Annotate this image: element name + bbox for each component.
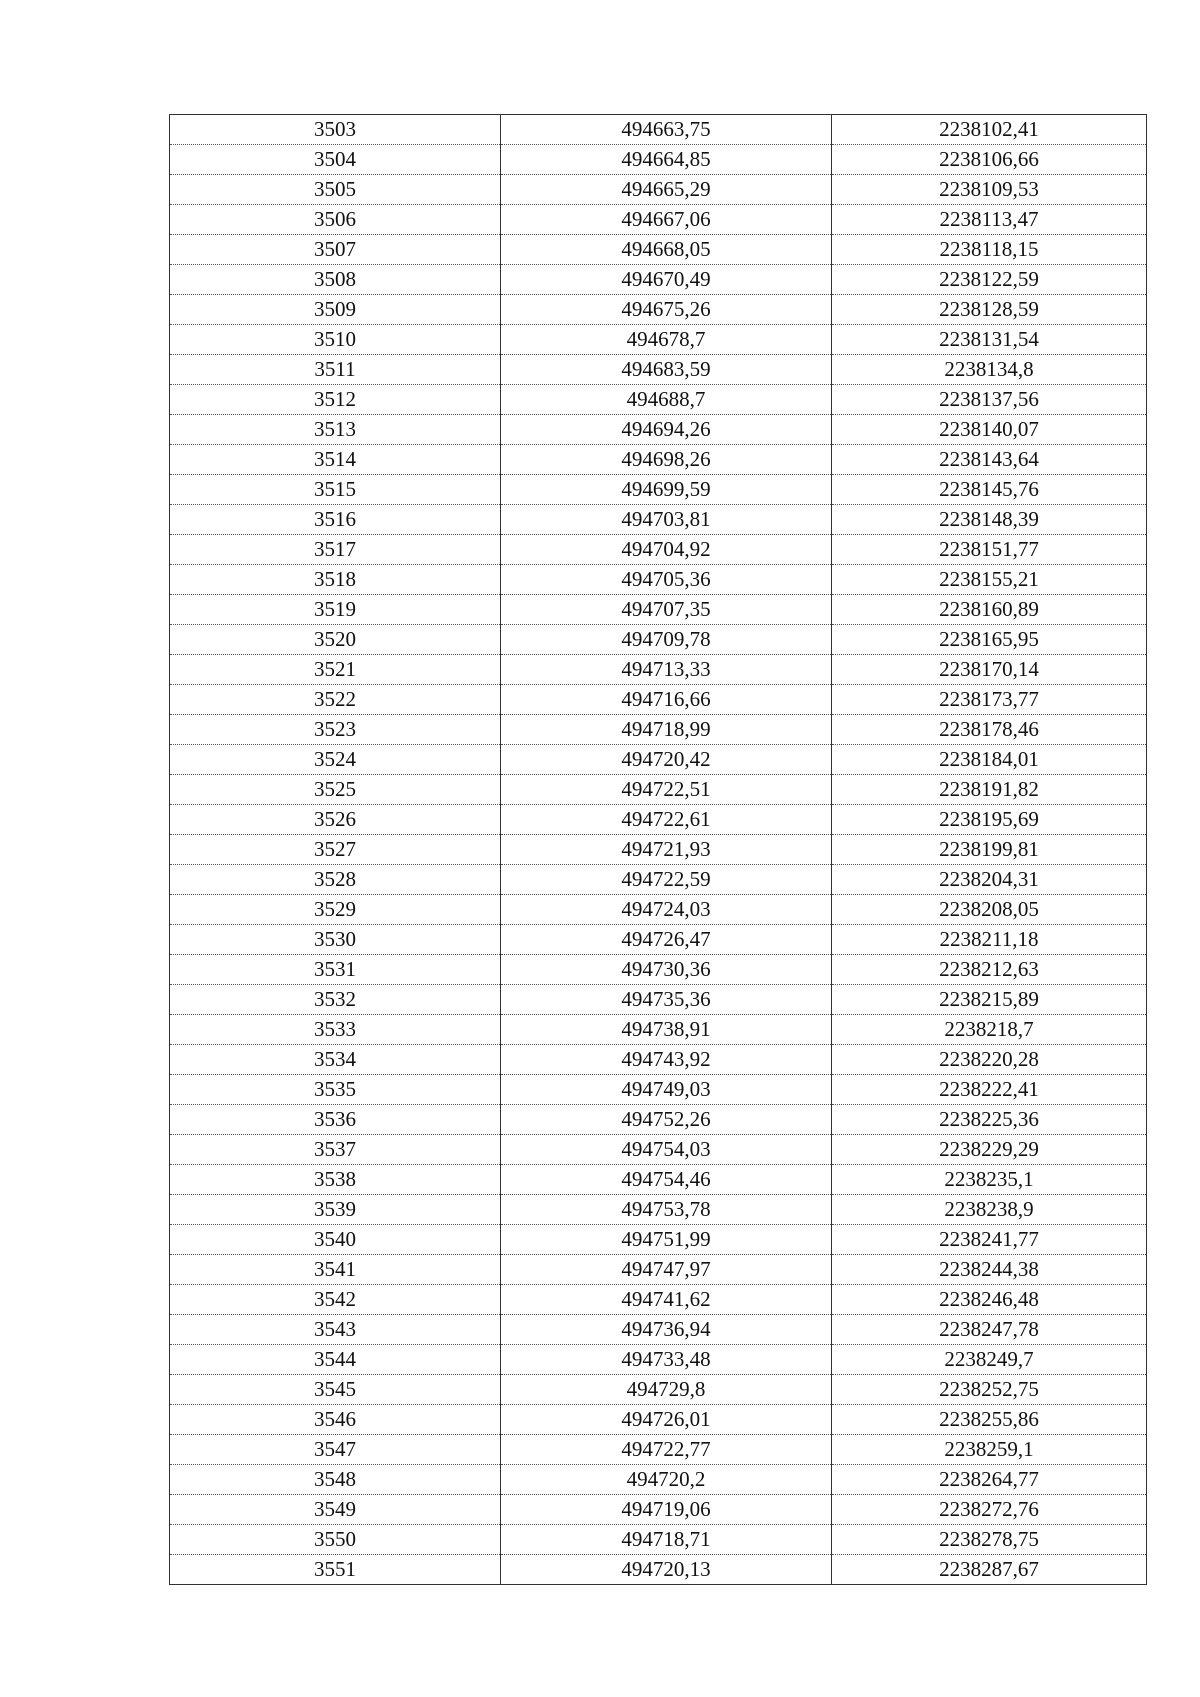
x-coordinate-cell: 494705,36 [501,565,832,595]
x-coordinate-cell: 494668,05 [501,235,832,265]
y-coordinate-cell: 2238118,15 [832,235,1147,265]
point-number-cell: 3503 [170,115,501,145]
y-coordinate-cell: 2238238,9 [832,1195,1147,1225]
x-coordinate-cell: 494720,42 [501,745,832,775]
table-row [170,205,1147,235]
y-coordinate-cell: 2238278,75 [832,1525,1147,1555]
point-number-cell: 3516 [170,505,501,535]
x-coordinate-cell: 494754,46 [501,1165,832,1195]
table-row [170,895,1147,925]
x-coordinate-cell: 494735,36 [501,985,832,1015]
table-row [170,1045,1147,1075]
x-coordinate-cell: 494721,93 [501,835,832,865]
point-number-cell: 3531 [170,955,501,985]
x-coordinate-cell: 494752,26 [501,1105,832,1135]
y-coordinate-cell: 2238204,31 [832,865,1147,895]
y-coordinate-cell: 2238128,59 [832,295,1147,325]
point-number-cell: 3540 [170,1225,501,1255]
x-coordinate-cell: 494675,26 [501,295,832,325]
y-coordinate-cell: 2238218,7 [832,1015,1147,1045]
x-coordinate-cell: 494670,49 [501,265,832,295]
table-row [170,1195,1147,1225]
y-coordinate-cell: 2238252,75 [832,1375,1147,1405]
table-row [170,685,1147,715]
x-coordinate-cell: 494667,06 [501,205,832,235]
y-coordinate-cell: 2238173,77 [832,685,1147,715]
y-coordinate-cell: 2238155,21 [832,565,1147,595]
y-coordinate-cell: 2238259,1 [832,1435,1147,1465]
y-coordinate-cell: 2238178,46 [832,715,1147,745]
table-row [170,1465,1147,1495]
x-coordinate-cell: 494753,78 [501,1195,832,1225]
x-coordinate-cell: 494729,8 [501,1375,832,1405]
y-coordinate-cell: 2238160,89 [832,595,1147,625]
y-coordinate-cell: 2238220,28 [832,1045,1147,1075]
y-coordinate-cell: 2238208,05 [832,895,1147,925]
point-number-cell: 3528 [170,865,501,895]
point-number-cell: 3538 [170,1165,501,1195]
point-number-cell: 3535 [170,1075,501,1105]
coordinates-table-body [170,115,1147,1585]
y-coordinate-cell: 2238241,77 [832,1225,1147,1255]
table-row [170,1165,1147,1195]
table-row [170,445,1147,475]
x-coordinate-cell: 494722,77 [501,1435,832,1465]
table-row [170,265,1147,295]
y-coordinate-cell: 2238225,36 [832,1105,1147,1135]
x-coordinate-cell: 494665,29 [501,175,832,205]
x-coordinate-cell: 494713,33 [501,655,832,685]
table-row [170,865,1147,895]
point-number-cell: 3548 [170,1465,501,1495]
y-coordinate-cell: 2238215,89 [832,985,1147,1015]
y-coordinate-cell: 2238255,86 [832,1405,1147,1435]
x-coordinate-cell: 494719,06 [501,1495,832,1525]
x-coordinate-cell: 494722,61 [501,805,832,835]
y-coordinate-cell: 2238148,39 [832,505,1147,535]
y-coordinate-cell: 2238170,14 [832,655,1147,685]
table-row [170,1105,1147,1135]
table-row [170,235,1147,265]
point-number-cell: 3546 [170,1405,501,1435]
y-coordinate-cell: 2238134,8 [832,355,1147,385]
y-coordinate-cell: 2238113,47 [832,205,1147,235]
point-number-cell: 3523 [170,715,501,745]
point-number-cell: 3513 [170,415,501,445]
point-number-cell: 3530 [170,925,501,955]
y-coordinate-cell: 2238199,81 [832,835,1147,865]
table-row [170,775,1147,805]
point-number-cell: 3526 [170,805,501,835]
table-row [170,295,1147,325]
x-coordinate-cell: 494724,03 [501,895,832,925]
point-number-cell: 3510 [170,325,501,355]
point-number-cell: 3532 [170,985,501,1015]
x-coordinate-cell: 494720,2 [501,1465,832,1495]
x-coordinate-cell: 494722,51 [501,775,832,805]
y-coordinate-cell: 2238191,82 [832,775,1147,805]
point-number-cell: 3521 [170,655,501,685]
y-coordinate-cell: 2238102,41 [832,115,1147,145]
table-row [170,355,1147,385]
y-coordinate-cell: 2238222,41 [832,1075,1147,1105]
y-coordinate-cell: 2238195,69 [832,805,1147,835]
point-number-cell: 3506 [170,205,501,235]
point-number-cell: 3545 [170,1375,501,1405]
x-coordinate-cell: 494736,94 [501,1315,832,1345]
point-number-cell: 3522 [170,685,501,715]
point-number-cell: 3541 [170,1255,501,1285]
table-row [170,1345,1147,1375]
table-row [170,475,1147,505]
point-number-cell: 3544 [170,1345,501,1375]
table-row [170,1315,1147,1345]
point-number-cell: 3512 [170,385,501,415]
x-coordinate-cell: 494743,92 [501,1045,832,1075]
y-coordinate-cell: 2238287,67 [832,1555,1147,1585]
y-coordinate-cell: 2238106,66 [832,145,1147,175]
point-number-cell: 3542 [170,1285,501,1315]
x-coordinate-cell: 494751,99 [501,1225,832,1255]
point-number-cell: 3539 [170,1195,501,1225]
point-number-cell: 3511 [170,355,501,385]
x-coordinate-cell: 494720,13 [501,1555,832,1585]
table-row [170,175,1147,205]
x-coordinate-cell: 494688,7 [501,385,832,415]
table-row [170,1285,1147,1315]
table-row [170,655,1147,685]
table-row [170,985,1147,1015]
point-number-cell: 3550 [170,1525,501,1555]
table-row [170,955,1147,985]
table-row [170,925,1147,955]
table-row [170,1255,1147,1285]
y-coordinate-cell: 2238229,29 [832,1135,1147,1165]
x-coordinate-cell: 494709,78 [501,625,832,655]
y-coordinate-cell: 2238140,07 [832,415,1147,445]
point-number-cell: 3518 [170,565,501,595]
point-number-cell: 3529 [170,895,501,925]
y-coordinate-cell: 2238143,64 [832,445,1147,475]
x-coordinate-cell: 494754,03 [501,1135,832,1165]
table-row [170,835,1147,865]
y-coordinate-cell: 2238184,01 [832,745,1147,775]
table-row [170,1075,1147,1105]
table-row [170,805,1147,835]
point-number-cell: 3509 [170,295,501,325]
point-number-cell: 3508 [170,265,501,295]
table-row [170,1405,1147,1435]
x-coordinate-cell: 494716,66 [501,685,832,715]
table-row [170,1495,1147,1525]
point-number-cell: 3547 [170,1435,501,1465]
x-coordinate-cell: 494703,81 [501,505,832,535]
x-coordinate-cell: 494738,91 [501,1015,832,1045]
table-row [170,415,1147,445]
table-row [170,625,1147,655]
point-number-cell: 3533 [170,1015,501,1045]
y-coordinate-cell: 2238137,56 [832,385,1147,415]
y-coordinate-cell: 2238247,78 [832,1315,1147,1345]
x-coordinate-cell: 494678,7 [501,325,832,355]
x-coordinate-cell: 494663,75 [501,115,832,145]
y-coordinate-cell: 2238246,48 [832,1285,1147,1315]
table-row [170,535,1147,565]
point-number-cell: 3549 [170,1495,501,1525]
x-coordinate-cell: 494733,48 [501,1345,832,1375]
table-row [170,115,1147,145]
x-coordinate-cell: 494726,01 [501,1405,832,1435]
point-number-cell: 3514 [170,445,501,475]
point-number-cell: 3517 [170,535,501,565]
table-row [170,745,1147,775]
y-coordinate-cell: 2238264,77 [832,1465,1147,1495]
table-row [170,1555,1147,1585]
y-coordinate-cell: 2238249,7 [832,1345,1147,1375]
x-coordinate-cell: 494664,85 [501,145,832,175]
y-coordinate-cell: 2238244,38 [832,1255,1147,1285]
point-number-cell: 3551 [170,1555,501,1585]
x-coordinate-cell: 494722,59 [501,865,832,895]
y-coordinate-cell: 2238272,76 [832,1495,1147,1525]
table-row [170,1435,1147,1465]
table-row [170,1015,1147,1045]
point-number-cell: 3507 [170,235,501,265]
point-number-cell: 3543 [170,1315,501,1345]
table-row [170,565,1147,595]
y-coordinate-cell: 2238145,76 [832,475,1147,505]
x-coordinate-cell: 494747,97 [501,1255,832,1285]
table-row [170,145,1147,175]
y-coordinate-cell: 2238151,77 [832,535,1147,565]
point-number-cell: 3505 [170,175,501,205]
x-coordinate-cell: 494741,62 [501,1285,832,1315]
x-coordinate-cell: 494726,47 [501,925,832,955]
y-coordinate-cell: 2238235,1 [832,1165,1147,1195]
table-row [170,1135,1147,1165]
y-coordinate-cell: 2238131,54 [832,325,1147,355]
y-coordinate-cell: 2238212,63 [832,955,1147,985]
x-coordinate-cell: 494699,59 [501,475,832,505]
x-coordinate-cell: 494683,59 [501,355,832,385]
y-coordinate-cell: 2238211,18 [832,925,1147,955]
point-number-cell: 3537 [170,1135,501,1165]
y-coordinate-cell: 2238165,95 [832,625,1147,655]
x-coordinate-cell: 494718,71 [501,1525,832,1555]
table-row [170,715,1147,745]
point-number-cell: 3524 [170,745,501,775]
table-row [170,1375,1147,1405]
x-coordinate-cell: 494698,26 [501,445,832,475]
point-number-cell: 3534 [170,1045,501,1075]
x-coordinate-cell: 494694,26 [501,415,832,445]
table-row [170,325,1147,355]
x-coordinate-cell: 494730,36 [501,955,832,985]
point-number-cell: 3525 [170,775,501,805]
coordinates-table [169,114,1147,1585]
x-coordinate-cell: 494718,99 [501,715,832,745]
point-number-cell: 3520 [170,625,501,655]
point-number-cell: 3504 [170,145,501,175]
y-coordinate-cell: 2238109,53 [832,175,1147,205]
table-row [170,595,1147,625]
table-row [170,385,1147,415]
point-number-cell: 3519 [170,595,501,625]
point-number-cell: 3536 [170,1105,501,1135]
x-coordinate-cell: 494704,92 [501,535,832,565]
table-row [170,505,1147,535]
point-number-cell: 3515 [170,475,501,505]
x-coordinate-cell: 494707,35 [501,595,832,625]
point-number-cell: 3527 [170,835,501,865]
table-row [170,1525,1147,1555]
y-coordinate-cell: 2238122,59 [832,265,1147,295]
x-coordinate-cell: 494749,03 [501,1075,832,1105]
table-row [170,1225,1147,1255]
